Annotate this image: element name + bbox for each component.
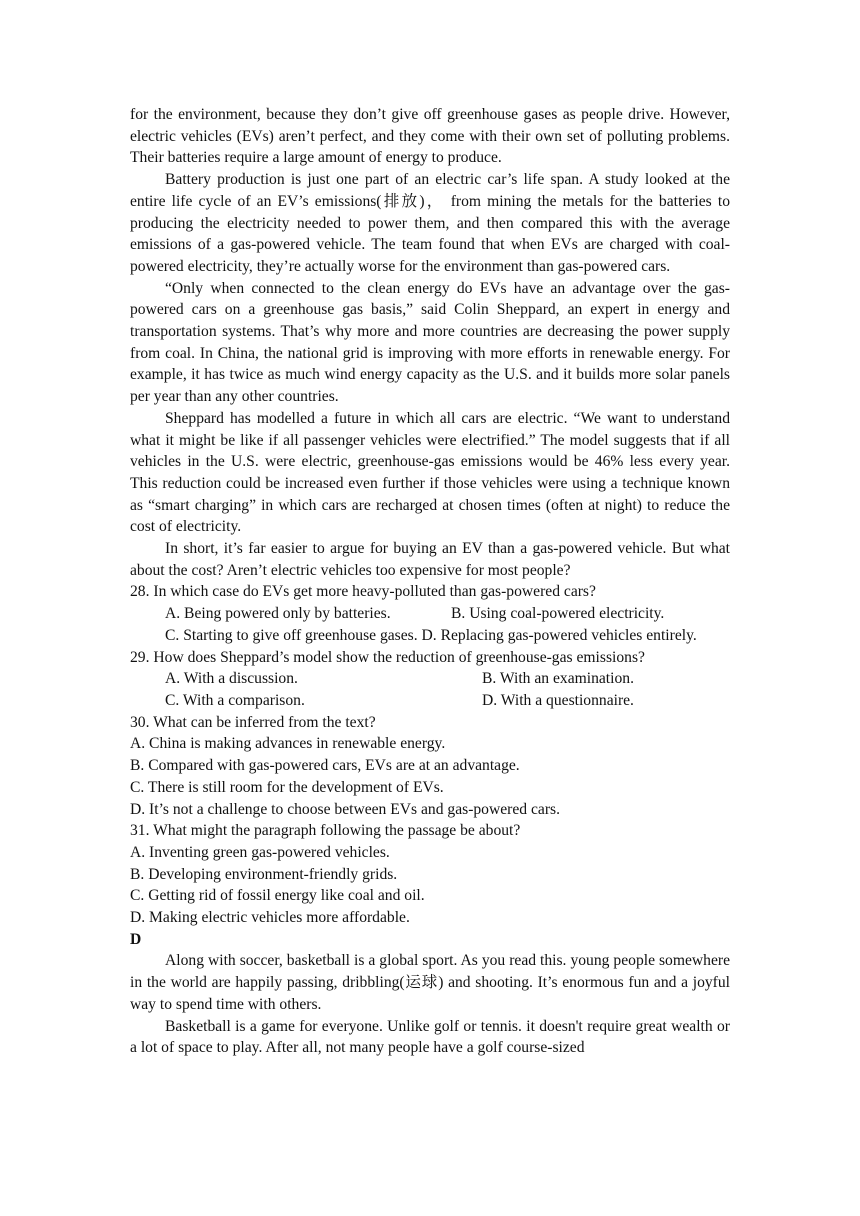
question-28 xyxy=(130,581,730,646)
option-d: D. It’s not a challenge to choose between EVs and gas-powered cars. xyxy=(130,800,560,818)
passage-c-paragraph-2: Battery production is just one part of an electric car’s life span. A study looked at the entire life cycle of an EV’s emissions(排放)， from mining the metals for the batteries to producing the electricity needed to power them, and then compared this with the average emissions of a gas-powered vehicle. The team found that when EVs are charged with coal-powered electricity, they’re actually worse for the environment than gas-powered cars. xyxy=(130,171,730,275)
option-b: B. Using coal-powered electricity. xyxy=(451,605,665,623)
options-row xyxy=(165,603,730,625)
option-d: D. With a questionnaire. xyxy=(482,691,634,709)
passage-c-paragraph-3: “Only when connected to the clean energy do EVs have an advantage over the gas-powered cars on a greenhouse gas basis,” said Colin Sheppard, an expert in energy and transportation systems. That’s why more and more countries are decreasing the power supply from coal. In China, the national grid is improving with more efforts in renewable energy. For example, it has twice as much wind energy capacity as the U.S. and it builds more solar panels per year than any other countries. xyxy=(130,279,730,406)
option-a: A. Inventing green gas-powered vehicles. xyxy=(130,843,390,861)
option-a: A. Being powered only by batteries. xyxy=(165,605,391,623)
question-stem: 28. In which case do EVs get more heavy-polluted than gas-powered cars? xyxy=(130,583,596,601)
passage-d-paragraph-1: Along with soccer, basketball is a global sport. As you read this. young people somewhere in the world are happily passing, dribbling(运球) and shooting. It’s enormous fun and a joyful way to spend time with others. xyxy=(130,952,730,1013)
option-a: A. With a discussion. xyxy=(165,670,298,688)
passage-c-paragraph-4: Sheppard has modelled a future in which all cars are electric. “We want to understand what it might be like if all passenger vehicles were electrified.” The model suggests that if all vehicles in the U.S. were electric, greenhouse-gas emissions would be 46% less every year. This reduction could be increased even further if those vehicles were using a technique known as “smart charging” in which cars are recharged at chosen times (often at night) to reduce the cost of electricity. xyxy=(130,409,730,536)
question-stem: 29. How does Sheppard’s model show the reduction of greenhouse-gas emissions? xyxy=(130,648,645,666)
option-b: B. Developing environment-friendly grids. xyxy=(130,865,398,883)
option-a: A. China is making advances in renewable energy. xyxy=(130,735,446,753)
passage-d-paragraph-2: Basketball is a game for everyone. Unlike golf or tennis. it doesn't require great wealth or a lot of space to play. After all, not many people have a golf course-sized xyxy=(130,1017,730,1057)
option-d: D. Making electric vehicles more affordable. xyxy=(130,909,410,927)
exam-page xyxy=(130,104,730,1059)
option-c: C. There is still room for the development of EVs. xyxy=(130,778,444,796)
option-c-d: C. Starting to give off greenhouse gases. D. Replacing gas-powered vehicles entirely. xyxy=(165,626,697,644)
option-b: B. Compared with gas-powered cars, EVs are at an advantage. xyxy=(130,757,520,775)
question-stem: 31. What might the paragraph following the passage be about? xyxy=(130,822,521,840)
passage-c-paragraph-1: for the environment, because they don’t give off greenhouse gases as people drive. However, electric vehicles (EVs) aren’t perfect, and they come with their own set of polluting problems. Their batteries require a large amount of energy to produce. xyxy=(130,106,730,167)
passage-c xyxy=(130,104,730,581)
option-b: B. With an examination. xyxy=(482,670,634,688)
passage-d xyxy=(130,929,730,1059)
passage-d-heading: D xyxy=(130,930,142,948)
question-29 xyxy=(130,647,730,712)
option-c: C. Getting rid of fossil energy like coal and oil. xyxy=(130,887,425,905)
passage-c-paragraph-5: In short, it’s far easier to argue for buying an EV than a gas-powered vehicle. But what about the cost? Aren’t electric vehicles too expensive for most people? xyxy=(130,540,730,579)
options-row xyxy=(165,668,730,690)
question-stem: 30. What can be inferred from the text? xyxy=(130,713,376,731)
options-row xyxy=(165,690,730,712)
question-30 xyxy=(130,712,730,821)
question-31 xyxy=(130,820,730,929)
option-c: C. With a comparison. xyxy=(165,691,305,709)
